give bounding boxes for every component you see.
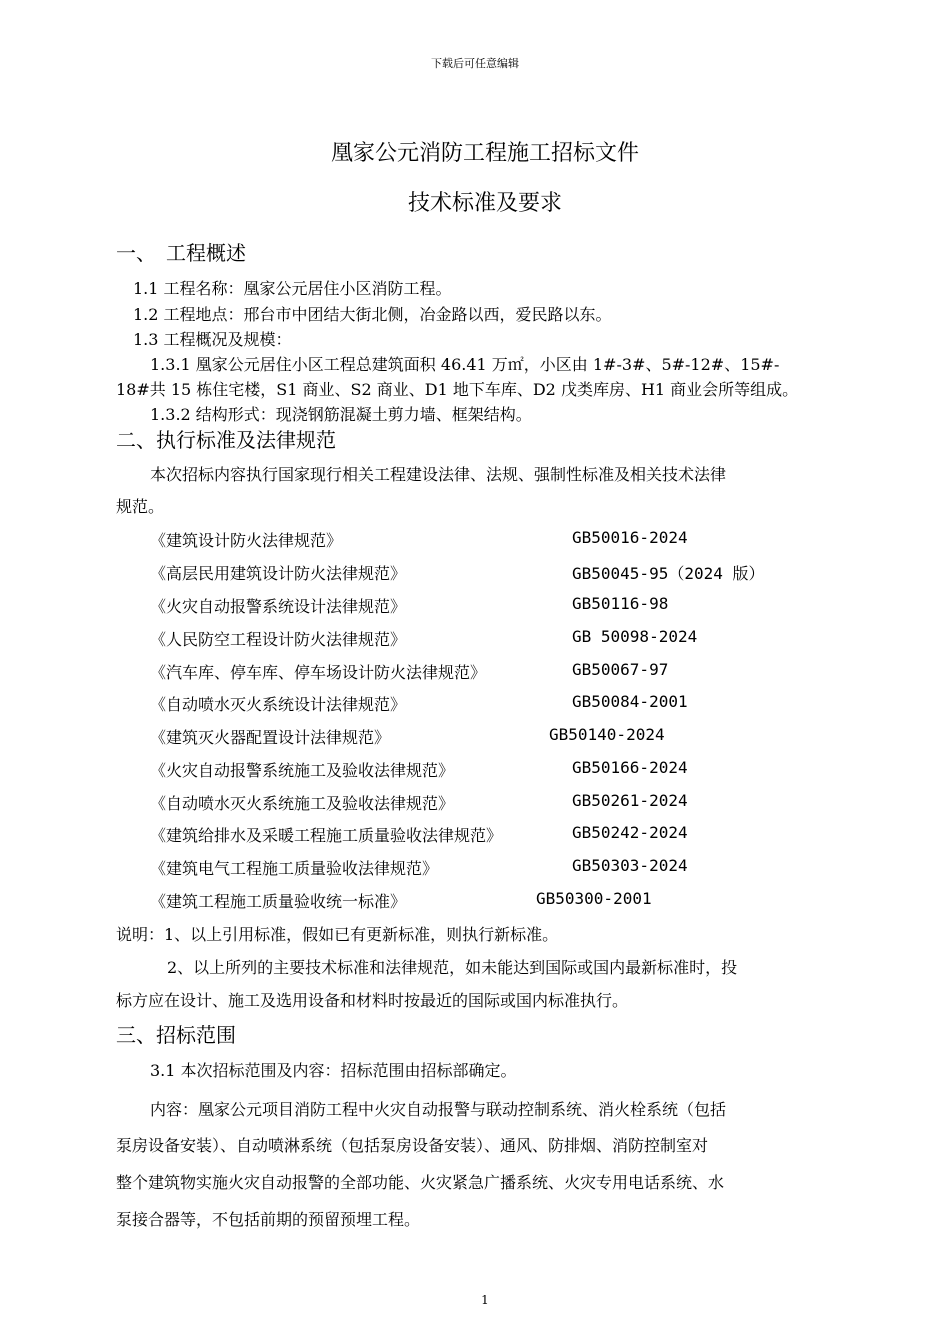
scope-content-line4: 泵接合器等，不包括前期的预留预埋工程。 [116, 1210, 421, 1229]
standard-code: GB50300-2001 [536, 889, 652, 908]
section-heading-standards: 二、执行标准及法律规范 [116, 428, 336, 452]
standards-note-2-line2: 标方应在设计、施工及选用设备和材料时按最近的国际或国内标准执行。 [116, 991, 629, 1010]
standard-code: GB50303-2024 [572, 856, 688, 875]
overview-sub1-line2: 18#共 15 栋住宅楼，S1 商业、S2 商业、D1 地下车库、D2 戊类库房、H1 商业会所等组成。 [116, 380, 799, 399]
standard-code: GB50045-95（2024 版） [572, 564, 765, 583]
standard-name: 《建筑设计防火法律规范》 [150, 531, 343, 550]
standard-name: 《自动喷水灭火系统施工及验收法律规范》 [150, 794, 455, 813]
standards-intro-line2: 规范。 [116, 497, 165, 516]
page-number: 1 [481, 1293, 489, 1307]
standard-name: 《汽车库、停车库、停车场设计防火法律规范》 [150, 663, 487, 682]
standard-code: GB50242-2024 [572, 823, 688, 842]
scope-content-line2: 泵房设备安装）、自动喷淋系统（包括泵房设备安装）、通风、防排烟、消防控制室对 [116, 1136, 709, 1155]
document-subtitle: 技术标准及要求 [407, 191, 562, 216]
page-header: 下载后可任意编辑 [431, 57, 519, 70]
standard-code: GB 50098-2024 [572, 627, 698, 646]
standard-code: GB50166-2024 [572, 758, 688, 777]
scope-statement: 3.1 本次招标范围及内容：招标范围由招标部确定。 [150, 1061, 517, 1080]
standard-name: 《建筑灭火器配置设计法律规范》 [150, 728, 391, 747]
section-heading-scope: 三、招标范围 [116, 1023, 236, 1047]
standard-name: 《建筑电气工程施工质量验收法律规范》 [150, 859, 439, 878]
overview-item-name: 1.1 工程名称：凰家公元居住小区消防工程。 [133, 279, 452, 298]
standard-name: 《火灾自动报警系统设计法律规范》 [150, 597, 407, 616]
standard-code: GB50016-2024 [572, 528, 688, 547]
standards-intro-line1: 本次招标内容执行国家现行相关工程建设法律、法规、强制性标准及相关技术法律 [150, 465, 727, 484]
standard-code: GB50261-2024 [572, 791, 688, 810]
standard-code: GB50067-97 [572, 660, 669, 679]
standard-code: GB50084-2001 [572, 692, 688, 711]
overview-item-scale: 1.3 工程概况及规模： [133, 330, 292, 349]
standard-name: 《自动喷水灭火系统设计法律规范》 [150, 695, 407, 714]
scope-content-line3: 整个建筑物实施火灾自动报警的全部功能、火灾紧急广播系统、火灾专用电话系统、水 [116, 1173, 725, 1192]
standard-name: 《火灾自动报警系统施工及验收法律规范》 [150, 761, 455, 780]
standard-name: 《高层民用建筑设计防火法律规范》 [150, 564, 407, 583]
standard-name: 《人民防空工程设计防火法律规范》 [150, 630, 407, 649]
standard-name: 《建筑工程施工质量验收统一标准》 [150, 892, 407, 911]
overview-sub1-line1: 1.3.1 凰家公元居住小区工程总建筑面积 46.41 万㎡，小区由 1#-3#、5#-12#、15#- [150, 355, 780, 374]
scope-content-line1: 内容：凰家公元项目消防工程中火灾自动报警与联动控制系统、消火栓系统（包括 [150, 1100, 727, 1119]
standard-code: GB50140-2024 [549, 725, 665, 744]
standards-note-2-line1: 2、以上所列的主要技术标准和法律规范，如未能达到国际或国内最新标准时，投 [167, 958, 738, 977]
standard-code: GB50116-98 [572, 594, 669, 613]
section-heading-overview: 一、 工程概述 [116, 241, 246, 265]
document-title: 凰家公元消防工程施工招标文件 [330, 141, 639, 166]
overview-sub2: 1.3.2 结构形式：现浇钢筋混凝土剪力墙、框架结构。 [150, 405, 532, 424]
standard-name: 《建筑给排水及采暖工程施工质量验收法律规范》 [150, 826, 503, 845]
overview-item-location: 1.2 工程地点：邢台市中团结大街北侧，冶金路以西，爱民路以东。 [133, 305, 612, 324]
standards-note-1: 说明：1、以上引用标准，假如已有更新标准，则执行新标准。 [116, 925, 559, 944]
